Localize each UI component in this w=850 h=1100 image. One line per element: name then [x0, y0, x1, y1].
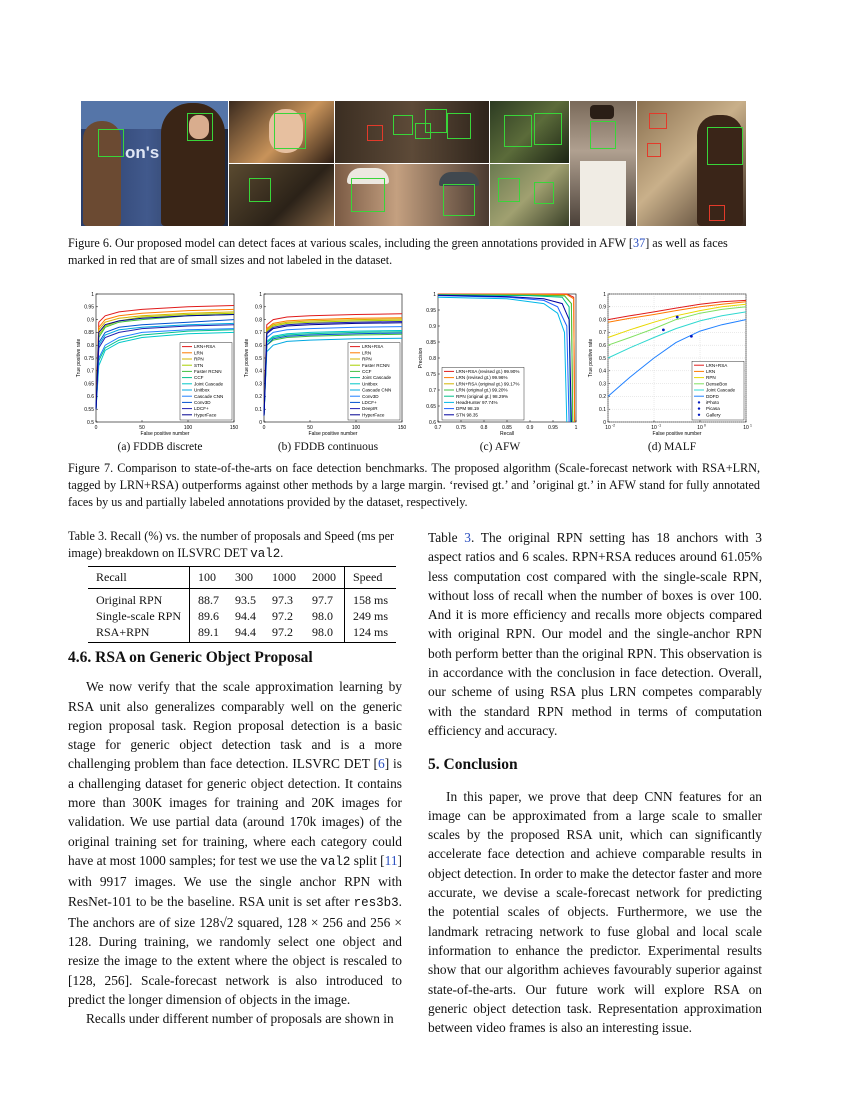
legend-label: RPN	[194, 356, 204, 362]
citation-link[interactable]: 6	[378, 756, 385, 772]
legend-label: RPN	[706, 375, 716, 381]
photo-musician	[570, 101, 636, 226]
text-run: ] is a challenging dataset for generic object detection. It contains more than 300K images for training and 20K images for validation. We use partial data (around 170k images) of the original training set for training, where each category could have at most 1000 samples; for test we use the	[68, 756, 402, 868]
face-box-green	[249, 178, 271, 202]
face-box-green	[187, 113, 213, 141]
chart-svg	[72, 288, 242, 438]
series-point	[662, 328, 665, 331]
x-tick-exponent: -1	[658, 423, 662, 428]
table-cell: 89.6	[190, 608, 228, 624]
legend-label: CCF	[194, 375, 204, 381]
banner-text: on's	[125, 143, 160, 162]
legend-label: CCF	[362, 369, 372, 374]
code-text: val2	[320, 854, 351, 869]
legend-label: LRN+RSA (original gt.) 99.17%	[456, 381, 520, 387]
y-tick-label: 0.5	[255, 355, 262, 362]
legend-label: LRN (revised gt.) 99.96%	[456, 375, 508, 381]
legend-label: STN	[194, 362, 204, 368]
legend-label: Faster RCNN	[194, 369, 222, 374]
x-tick-label: 0.85	[502, 425, 512, 431]
x-axis-label: False positive number	[308, 431, 358, 437]
photo-group-men	[335, 101, 489, 163]
y-tick-label: 0.7	[599, 330, 606, 337]
table-header-cell: 1000	[264, 567, 304, 589]
legend-label: LRN	[706, 369, 716, 374]
legend-label: LRN+RSA	[194, 344, 216, 350]
y-tick-label: 0.5	[599, 355, 606, 362]
chart-fddb-continuous	[240, 288, 410, 438]
photo-blonde	[229, 101, 334, 163]
x-tick-label: 1	[574, 425, 578, 431]
legend-label: iPhoto	[706, 400, 720, 405]
face-box-green	[447, 113, 471, 139]
table-header-row	[88, 567, 396, 589]
caption-text: Table 3. Recall (%) vs. the number of proposals and Speed (ms per image) breakdown on ILSVRC DET	[68, 529, 395, 560]
y-tick-label: 0.95	[84, 304, 94, 311]
table-row	[88, 608, 396, 624]
legend-label: Conv3D	[194, 400, 211, 405]
table-ref-link[interactable]: 3	[464, 530, 471, 545]
y-tick-label: 0	[259, 419, 262, 426]
subcaption-a: (a) FDDB discrete	[117, 441, 203, 453]
paragraph	[68, 677, 402, 1009]
photo-family	[490, 164, 569, 226]
legend-label: LRN (original gt.) 99.20%	[456, 387, 508, 393]
figure-6-caption	[68, 235, 760, 269]
table-cell: 97.2	[264, 624, 304, 643]
y-tick-label: 1	[91, 291, 94, 298]
legend-label: Joint Cascade	[706, 387, 736, 393]
x-axis-label: Recall	[500, 431, 514, 437]
figure-6-photo-strip	[81, 101, 746, 226]
legend-label: Conv3D	[362, 393, 379, 399]
y-tick-label: 0.4	[255, 368, 262, 375]
code-text: res3b3	[353, 895, 399, 910]
y-tick-label: 0.4	[599, 368, 606, 375]
y-tick-label: 0.6	[255, 343, 262, 349]
table-header-cell: 300	[227, 567, 264, 589]
y-axis-label: True positive rate	[588, 338, 594, 378]
legend-label: LRN	[194, 350, 204, 356]
face-box-green	[498, 178, 520, 202]
y-tick-label: 0.85	[426, 339, 436, 346]
face-box-green	[393, 115, 413, 135]
face-box-green	[534, 113, 562, 145]
y-tick-label: 0.3	[599, 381, 606, 388]
caption-text: ] as well as faces marked in red that are of small sizes and not labeled in the dataset.	[68, 236, 728, 267]
section-heading: 4.6. RSA on Generic Object Proposal	[68, 649, 313, 666]
table-cell: 93.5	[235, 593, 256, 607]
x-tick-label: 10	[605, 425, 611, 431]
face-box-green	[707, 127, 743, 165]
legend-label: LRN	[362, 350, 372, 356]
x-tick-label: 0.75	[456, 425, 466, 431]
face-box-red	[649, 113, 667, 129]
table-cell: 158 ms	[345, 589, 397, 609]
table-header-cell: Speed	[345, 567, 397, 589]
y-tick-label: 0.9	[87, 317, 94, 324]
legend-label: Picasa	[706, 406, 720, 412]
legend-label: Gallery	[706, 412, 721, 418]
legend-label: DDFD	[706, 393, 719, 399]
y-tick-label: 0.1	[599, 407, 606, 413]
photo-old-men	[335, 164, 489, 226]
table-cell: 97.3	[272, 593, 293, 607]
y-tick-label: 0.9	[599, 304, 606, 311]
section-heading: 5. Conclusion	[428, 756, 518, 774]
y-tick-label: 0.55	[84, 407, 94, 413]
y-tick-label: 0.6	[599, 343, 606, 349]
legend-label: LDCF+	[362, 400, 377, 405]
chart-afw	[412, 288, 582, 438]
table-cell: 98.0	[312, 609, 333, 623]
legend-label: HyperFace	[362, 412, 385, 418]
paragraph	[428, 528, 762, 740]
legend-label: LRN+RSA (revised gt.) 99.90%	[456, 369, 520, 374]
y-tick-label: 0.8	[87, 343, 94, 349]
caption-text: .	[280, 546, 284, 560]
table-header-cell: 2000	[304, 567, 345, 589]
right-column	[428, 528, 762, 1037]
y-tick-label: 0.7	[429, 387, 436, 394]
y-tick-label: 0.6	[87, 394, 94, 401]
subcaption-d: (d) MALF	[647, 441, 697, 453]
citation-link[interactable]: 11	[384, 852, 398, 868]
paragraph: Recalls under different number of proposals are shown in	[86, 1011, 394, 1027]
figure-7-caption: Figure 7. Comparison to state-of-the-arts on face detection benchmarks. The proposed algorithm (Scale-forecast network with RSA+LRN, tagged by LRN+RSA) outperforms against other methods by a large margin. ‘revised gt.’ and ’original gt.’ in AFW stand for fully annotated faces by us and partially labeled annotations provided by the dataset, respectively.	[68, 461, 760, 509]
legend-marker	[698, 407, 700, 409]
table-cell: 124 ms	[345, 624, 397, 643]
legend-label: RPN (original gt.) 98.29%	[456, 393, 509, 399]
table-row	[88, 624, 396, 643]
text-run: . The original RPN setting has 18 anchors with 3 aspect ratios and 6 scales. RPN+RSA reduces around 61.05% less computation cost compared with the single-scale RPN, without loss of recall when the number of boxes is over 100. And it is more efficiency and recalls more objects compared with original RPN. Our model and the single-anchor RPN both perform better than the original RPN. This observation is in accordance with the conclusion in face detection. Overall, our scheme of using RSA plus LRN competes comparably with the standard RPN method in terms of computation efficiency and accuracy.	[428, 530, 762, 738]
legend-marker	[698, 401, 700, 403]
recall-table	[88, 566, 396, 643]
series-point	[676, 316, 679, 319]
y-tick-label: 0.8	[429, 355, 436, 362]
x-axis-label: False positive number	[652, 431, 702, 437]
x-tick-label: 10	[743, 425, 749, 431]
series-point	[690, 335, 693, 338]
photo-woman-crowd	[637, 101, 746, 226]
caption-code: val2	[250, 547, 281, 561]
y-axis-label: True positive rate	[76, 338, 82, 378]
y-tick-label: 1	[259, 291, 262, 298]
legend-label: Joint Cascade	[194, 381, 224, 387]
legend-label: Joint Cascade	[362, 375, 392, 381]
legend-label: Faster RCNN	[362, 362, 390, 368]
table-header-cell: 100	[190, 567, 228, 589]
y-tick-label: 0.65	[426, 403, 436, 410]
legend-label: HeadHunter 97.74%	[456, 400, 498, 405]
table-row	[88, 589, 396, 609]
face-box-red	[647, 143, 661, 157]
y-tick-label: 1	[603, 291, 606, 298]
face-box-green	[415, 123, 431, 139]
y-tick-label: 0.5	[87, 419, 94, 426]
x-tick-label: 100	[183, 425, 193, 431]
legend-label: DeepIR	[362, 406, 378, 412]
paragraph: In this paper, we prove that deep CNN features for an image can be approximated from a large scale to smaller scales by the proposed RSA unit, which can significantly accelerate face detection and achieve comparable results in object detection. In order to make the detector faster and more accurate, we devise a scale-forecast network for predicting the potential scales of objects. Furthermore, we use the landmark retracing network to fuse global and local scale information to enhance the predictor. Experimental results show that our algorithm achieves favourably superior against state-of-the-arts. Our future work will explore RSA on generic object detection task. Representation approximation between video frames is also an interesting issue.	[428, 788, 762, 1036]
x-tick-exponent: 0	[704, 423, 706, 428]
table-cell: 94.4	[227, 624, 264, 643]
photo-couple	[490, 101, 569, 163]
y-tick-label: 0	[603, 419, 606, 426]
face-box-green	[590, 121, 616, 149]
chart-fddb-discrete	[72, 288, 242, 438]
legend-label: Unitbox	[362, 381, 378, 387]
x-tick-exponent: 1	[750, 423, 752, 428]
face-box-green	[351, 178, 385, 212]
y-tick-label: 0.95	[426, 307, 436, 314]
table-cell: Single-scale RPN	[96, 609, 181, 623]
x-tick-exponent: -2	[612, 423, 616, 428]
face-box-green	[534, 182, 554, 204]
legend-marker	[698, 414, 700, 416]
table-3-caption	[68, 528, 402, 563]
table-cell: 249 ms	[345, 608, 397, 624]
legend-label: RPN	[362, 356, 372, 362]
legend-label: Cascade CNN	[362, 387, 392, 393]
y-tick-label: 0.9	[429, 323, 436, 330]
chart-malf	[584, 288, 754, 438]
x-tick-label: 0.8	[480, 425, 488, 431]
legend-label: DenseBox	[706, 381, 728, 387]
photo-woman-sitting	[229, 164, 334, 226]
x-tick-label: 50	[307, 425, 313, 431]
y-tick-label: 0.9	[255, 304, 262, 311]
y-axis-label: Precision	[418, 347, 424, 369]
legend-label: LRN+RSA	[706, 362, 728, 368]
chart-svg	[240, 288, 410, 438]
photo-two-women	[81, 101, 228, 226]
table-cell: 98.0	[304, 624, 345, 643]
y-tick-label: 0.7	[87, 368, 94, 375]
chart-svg	[584, 288, 754, 438]
legend-label: Unitbox	[194, 387, 210, 393]
face-box-green	[98, 129, 124, 157]
y-tick-label: 0.1	[255, 407, 262, 413]
legend-label: Cascade CNN	[194, 393, 224, 399]
x-tick-label: 150	[397, 425, 407, 431]
left-column	[68, 648, 402, 1029]
y-tick-label: 0.2	[255, 394, 262, 401]
y-tick-label: 0.8	[255, 317, 262, 324]
table-cell: 97.2	[272, 609, 293, 623]
y-tick-label: 0.2	[599, 394, 606, 401]
table-cell: Original RPN	[96, 593, 163, 607]
y-tick-label: 0.6	[429, 419, 436, 426]
x-tick-label: 0.9	[526, 425, 534, 431]
x-tick-label: 0	[262, 425, 266, 431]
x-tick-label: 100	[351, 425, 361, 431]
face-box-red	[709, 205, 725, 221]
table-cell: 94.4	[235, 609, 256, 623]
y-tick-label: 0.7	[255, 330, 262, 337]
subcaption-c: (c) AFW	[479, 441, 521, 453]
table-cell: RSA+RPN	[88, 624, 190, 643]
x-tick-label: 0	[94, 425, 98, 431]
subcaption-b: (b) FDDB continuous	[277, 441, 379, 453]
legend-label: DPM 98.19	[456, 406, 479, 412]
legend-label: HyperFace	[194, 412, 217, 418]
x-tick-label: 0.95	[548, 425, 558, 431]
x-tick-label: 10	[697, 425, 703, 431]
x-tick-label: 50	[139, 425, 145, 431]
y-tick-label: 0.75	[84, 355, 94, 362]
x-tick-label: 10	[651, 425, 657, 431]
x-axis-label: False positive number	[140, 431, 190, 437]
x-tick-label: 0.7	[434, 425, 442, 431]
y-tick-label: 0.3	[255, 381, 262, 388]
text-run: split [	[350, 852, 385, 868]
y-tick-label: 0.75	[426, 371, 436, 378]
text-run: ] with 9917 images. We use the single anchor RPN with ResNet-101 to be the baseline. RSA unit is set after	[68, 852, 402, 909]
table-cell: 89.1	[190, 624, 228, 643]
legend-label: STN 98.35	[456, 412, 478, 418]
y-tick-label: 0.8	[599, 317, 606, 324]
legend-label: LDCF+	[194, 406, 209, 412]
text-run: We now verify that the scale approximation learning by RSA unit also generalizes comparably well on the generic region proposal task. Region proposal detection is a basic stage for generic object detection task and is a more challenging problem than face detection. ILSVRC DET [	[68, 679, 402, 772]
y-tick-label: 0.65	[84, 381, 94, 388]
text-run: . The anchors are of size 128√2 squared, 128 × 256 and 256 × 128. During training, we randomly select one object and resize the image to the extent where the object is rescaled to [128, 256]. Scale-forecast network is also introduced to predict the longer dimension of objects in the image.	[68, 893, 402, 1008]
table-cell: 97.7	[312, 593, 333, 607]
table-cell: 88.7	[190, 589, 228, 609]
y-tick-label: 0.85	[84, 330, 94, 337]
text-run: Table	[428, 530, 465, 545]
table-header-cell: Recall	[88, 567, 190, 589]
x-tick-label: 150	[229, 425, 239, 431]
face-box-green	[443, 184, 475, 216]
legend-label: LRN+RSA	[362, 344, 384, 350]
chart-svg	[412, 288, 582, 438]
y-axis-label: True positive rate	[244, 338, 250, 378]
face-box-green	[274, 113, 306, 149]
y-tick-label: 1	[433, 291, 436, 298]
caption-text: Figure 6. Our proposed model can detect faces at various scales, including the green annotations provided in AFW [	[68, 236, 633, 250]
citation-link[interactable]: 37	[633, 236, 646, 250]
face-box-red	[367, 125, 383, 141]
face-box-green	[504, 115, 532, 147]
